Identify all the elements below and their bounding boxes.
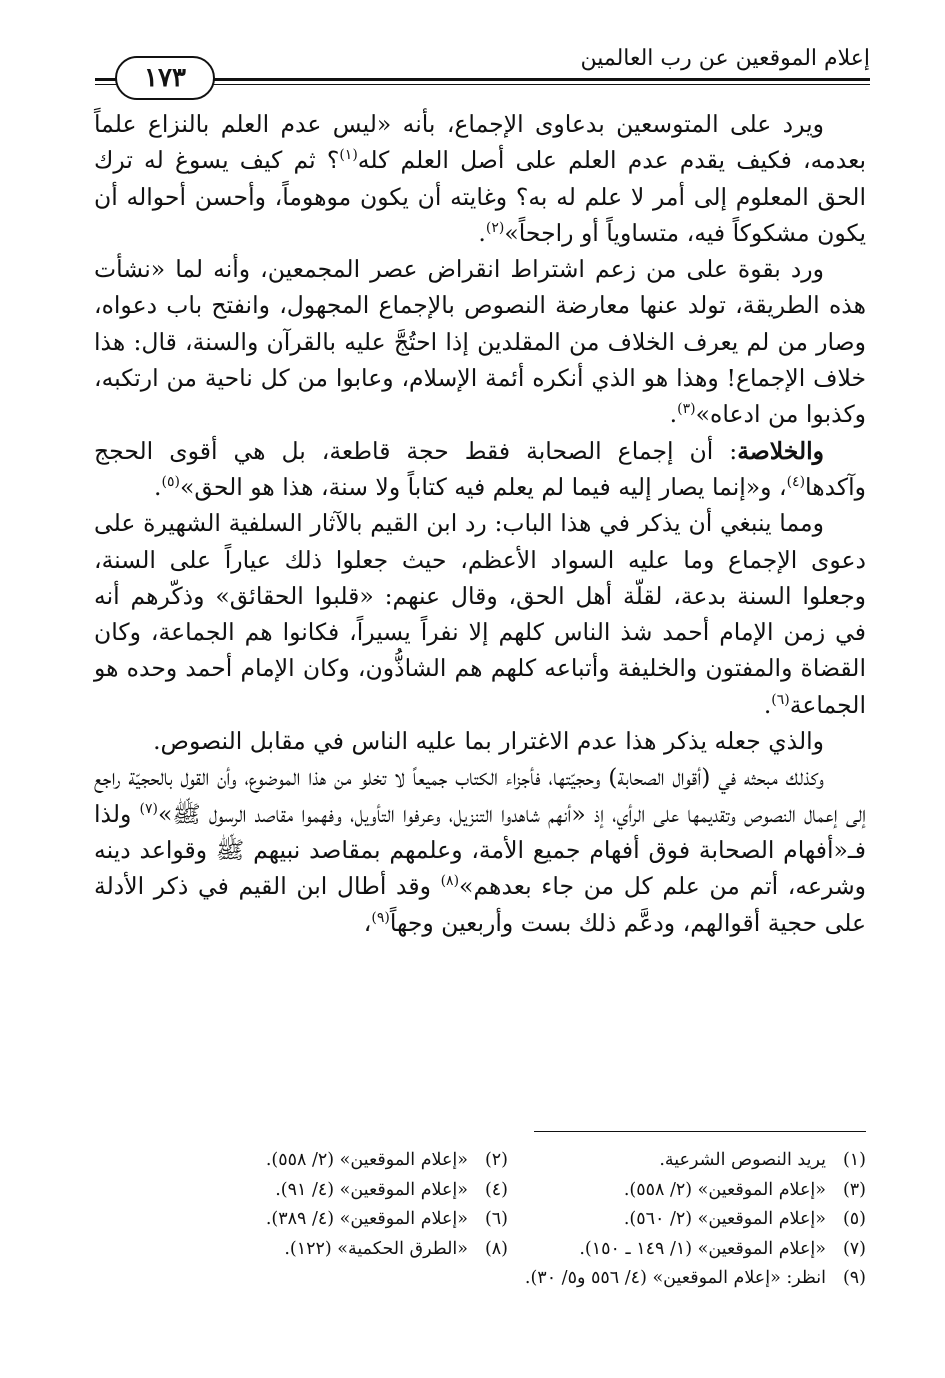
paragraph-6-segment-4: ، [363,908,372,937]
paragraph-1-segment-2: ؟ ثم كيف يسوغ له ترك الحق المعلوم إلى أمر لا علم له به؟ وغايته أن يكون موهوماً، وأحسن أحواله أن يكون مشكوكاً فيه، متساوياً أو راجحاً» [94,146,866,247]
footnote-1 [508,1146,866,1176]
footnote-number: (١) [842,1150,866,1170]
paragraph-5-segment-1: والذي جعله يذكر هذا عدم الاغترار بما عليه الناس في مقابل النصوص. [153,727,824,756]
footnote-number: (٣) [842,1179,866,1200]
running-header-title: إعلام الموقعين عن رب العالمين [580,46,870,71]
paragraph-4-segment-1: ومما ينبغي أن يذكر في هذا الباب: رد ابن القيم بالآثار السلفية الشهيرة على دعوى الإجماع وما عليه السواد الأعظم، حيث جعلوا ذلك عياراً على السنة، وجعلوا السنة بدعة، لقلّة أهل الحق، وقال عنهم: «قلبوا الحقائق» وذكّرهم أنه في زمن الإمام أحمد شذ الناس كلهم إلا نفراً يسيراً، فكانوا هم الجماعة، وكان القضاة والمفتون والخليفة وأتباعه كلهم هم الشاذُّون، وكان الإمام أحمد وحده هو الجماعة [94,509,866,719]
footnote-text: «إعلام الموقعين» (١/ ١٤٩ ـ ١٥٠). [579,1238,826,1259]
paragraph-3-segment-2: ، و«إنما يصار إليه فيما لم يعلم فيه كتاباً ولا سنة، هذا هو الحق» [179,472,787,501]
running-header [95,38,870,98]
footnote-9 [150,1264,866,1294]
footnote-6 [150,1205,508,1235]
paragraph-3 [94,433,866,506]
footnote-text: انظر: «إعلام الموقعين» (٤/ ٥٥٦ و٥/ ٣٠). [524,1268,826,1288]
footnote-number: (٥) [842,1209,866,1229]
summary-lead-word: والخلاصة [737,436,824,465]
footnote-text: «الطرق الحكمية» (١٢٢). [284,1238,468,1259]
paragraph-4 [94,505,866,723]
footnote-row [150,1205,866,1235]
page-number-badge [115,56,215,100]
footnote-8 [150,1235,508,1265]
paragraph-3-segment-3: . [154,472,162,501]
footnote-mark-2: (٢) [485,220,505,237]
footnote-mark-8: (٨) [440,873,460,890]
footnote-text: «إعلام الموقعين» (٢/ ٥٥٨). [623,1179,826,1200]
footnote-mark-6: (٦) [771,691,790,708]
paragraph-2-segment-2: . [669,400,678,429]
footnote-number: (٩) [842,1268,866,1288]
paragraph-4-segment-2: . [763,690,772,719]
paragraph-2 [94,251,866,432]
footnote-2 [150,1146,508,1176]
paragraph-6-segment-2: ولذا فـ«أفهام الصحابة فوق أفهام جميع الأمة، وعلمهم بمقاصد نبيهم ﷺ وقواعد دينه وشرعه، أتم من علم كل من جاء بعدهم» [94,799,866,901]
footnote-text: يريد النصوص الشرعية. [659,1150,826,1170]
footnote-row [150,1235,866,1265]
paragraph-6-segment-1: وكذلك مبحثه في (أقوال الصحابة) وحجيّتها، فأجزاء الكتاب جميعاً لا تخلو من هذا الموضوع، وأن القول بالحجيّة راجع إلى إعمال النصوص وتقديمها على الرأي، إذ «أنهم شاهدوا التنزيل، وعرفوا التأويل، وفهموا مقاصد الرسول ﷺ» [94,763,866,828]
paragraph-1-segment-3: . [478,218,486,247]
footnote-mark-4: (٤) [786,474,806,491]
paragraph-1-segment-1: ويرد على المتوسعين بدعاوى الإجماع، بأنه «ليس عدم العلم بالنزاع علماً بعدمه، فكيف يقدم عدم العلم على أصل العلم كله [94,110,866,175]
footnote-3 [508,1176,866,1206]
footnote-mark-3: (٣) [677,401,696,418]
footnote-5 [508,1205,866,1235]
footnote-7 [508,1235,866,1265]
page-number: ١٧٣ [144,63,186,93]
footnote-mark-7: (٧) [139,800,158,817]
paragraph-3-segment-1: : أن إجماع الصحابة فقط حجة قاطعة، بل هي أقوى الحجج وآكدها [94,436,866,501]
footnote-mark-9: (٩) [371,909,390,926]
footnote-number: (٧) [842,1238,866,1259]
paragraph-6-segment-3: وقد أطال ابن القيم في ذكر الأدلة على حجية أقوالهم، ودعَّم ذلك بست وأربعين وجهاً [94,872,866,937]
footnote-text: «إعلام الموقعين» (٤/ ٣٨٩). [265,1209,468,1229]
paragraph-6 [94,759,866,940]
footnote-text: «إعلام الموقعين» (٤/ ٩١). [275,1179,468,1200]
footnote-row [150,1146,866,1176]
footnote-number: (٤) [484,1179,508,1200]
footnote-text: «إعلام الموقعين» (٢/ ٥٦٠). [623,1209,826,1229]
footnote-number: (٢) [484,1150,508,1170]
footnotes-section [150,1146,866,1294]
footnote-number: (٨) [484,1238,508,1259]
paragraph-5 [94,723,866,759]
footnote-mark-1: (١) [339,147,358,164]
footnote-mark-5: (٥) [161,474,180,491]
main-body-text [94,106,866,941]
footnote-separator [534,1131,866,1132]
footnote-number: (٦) [484,1209,508,1229]
paragraph-1 [94,106,866,251]
footnote-4 [150,1176,508,1206]
footnote-text: «إعلام الموقعين» (٢/ ٥٥٨). [265,1150,468,1170]
paragraph-2-segment-1: ورد بقوة على من زعم اشتراط انقراض عصر المجمعين، وأنه لما «نشأت هذه الطريقة، تولد عنها معارضة النصوص بالإجماع المجهول، وانفتح باب دعواه، وصار من لم يعرف الخلاف من المقلدين إذا احتُجَّ عليه بالقرآن والسنة، قال: هذا خلاف الإجماع! وهذا هو الذي أنكره أئمة الإسلام، وعابوا من كل ناحية من ارتكبه، وكذبوا من ادعاه» [94,255,866,429]
footnote-row [150,1264,866,1294]
footnote-row [150,1176,866,1206]
